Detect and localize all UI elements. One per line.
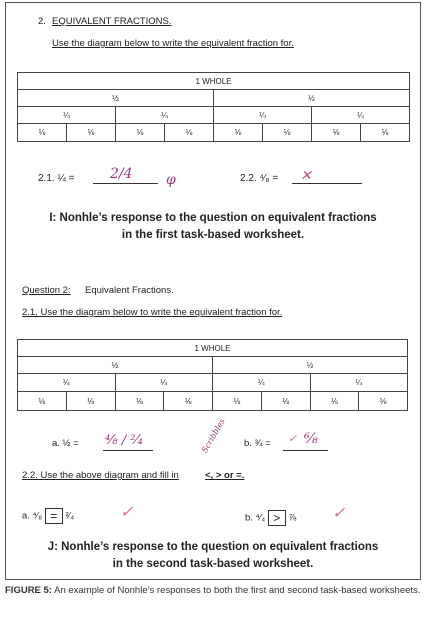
ws2-c-box: = (45, 508, 63, 524)
ws1-instruction: Use the diagram below to write the equivalent fraction for. (52, 38, 294, 49)
ws1-q2-mark: ✕ (300, 168, 312, 184)
wall1-eighth: ⅛ (67, 124, 116, 142)
ws2-fill-instruction: 2.2. Use the above diagram and fill in (22, 470, 179, 481)
wall2-quarter: ¼ (213, 374, 311, 392)
ws2-side-note: Scribbles (200, 417, 227, 455)
ws2-question-label: Question 2: (22, 285, 71, 296)
ws1-heading-number: 2. (38, 16, 46, 27)
wall2-eighth: ⅛ (18, 392, 67, 411)
wall1-quarter: ¼ (312, 107, 410, 124)
ws2-c-right: ²⁄₄ (65, 510, 75, 522)
ws2-compare-b (245, 510, 296, 526)
ws2-b-tick: ✓ (288, 432, 298, 445)
ws2-a-blank (103, 450, 153, 451)
caption-j-line1: J: Nonhle’s response to the question on equivalent fractions (47, 541, 379, 553)
ws2-b-blank (283, 450, 328, 451)
ws2-b-answer: ⁶⁄₈ (304, 431, 318, 447)
wall1-eighth: ⅛ (116, 124, 165, 142)
wall2-quarter: ¼ (310, 374, 408, 392)
wall2-half: ½ (18, 357, 213, 374)
wall1-half: ½ (18, 90, 214, 107)
ws2-d-tick: ✓ (332, 503, 346, 522)
wall1-quarter: ¼ (214, 107, 312, 124)
wall2-eighth: ⅛ (310, 392, 359, 411)
wall2-eighth: ⅛ (261, 392, 310, 411)
ws2-instruction: 2.1. Use the diagram below to write the equivalent fraction for. (22, 307, 283, 318)
wall1-quarter: ¼ (18, 107, 116, 124)
wall2-whole: 1 WHOLE (18, 340, 408, 357)
wall1-eighth: ⅛ (165, 124, 214, 142)
ws1-q2-label: 2.2. ⁴⁄₈ = (240, 173, 279, 184)
wall2-eighth: ⅛ (164, 392, 213, 411)
figure-caption (5, 585, 423, 597)
caption-i-line1: I: Nonhle’s response to the question on equivalent fractions (49, 212, 377, 224)
ws2-c-tick: ✓ (120, 502, 134, 521)
ws1-q1-label: 2.1. ¼ = (38, 173, 75, 184)
wall2-eighth: ⅛ (115, 392, 164, 411)
ws1-heading: EQUIVALENT FRACTIONS. (52, 16, 172, 27)
ws2-b-label: b. ¾ = (244, 438, 271, 449)
wall2-eighth: ⅛ (213, 392, 262, 411)
ws2-d-label: b. ⁴⁄₄ (245, 512, 266, 524)
wall1-eighth: ⅛ (361, 124, 410, 142)
caption-i-line2: in the first task-based worksheet. (121, 229, 305, 241)
wall1-eighth: ⅛ (214, 124, 263, 142)
ws1-q1-mark: φ (166, 172, 176, 188)
wall2-half: ½ (213, 357, 408, 374)
wall2-eighth: ⅛ (359, 392, 408, 411)
wall1-half: ½ (214, 90, 410, 107)
figure-text: An example of Nonhle’s responses to both the first and second task-based worksheets. (54, 585, 421, 596)
ws2-d-box: > (268, 510, 286, 526)
ws2-fill-symbols: <, > or =. (205, 470, 245, 481)
figure-label: FIGURE 5: (5, 585, 52, 596)
caption-j-line2: in the second task-based worksheet. (112, 558, 314, 570)
ws2-question-title: Equivalent Fractions. (85, 285, 174, 296)
fraction-wall-1 (17, 72, 410, 142)
wall1-whole: 1 WHOLE (18, 73, 410, 90)
wall1-eighth: ⅛ (263, 124, 312, 142)
ws1-q1-blank (93, 183, 158, 184)
wall1-quarter: ¼ (116, 107, 214, 124)
ws2-compare-a (22, 508, 74, 524)
wall1-eighth: ⅛ (18, 124, 67, 142)
ws2-c-label: a. ⁴⁄₈ (22, 510, 43, 522)
ws2-d-right: ⅞ (288, 512, 297, 524)
ws2-a-label: a. ½ = (52, 438, 79, 449)
ws2-a-answer: ⁴⁄₈ / ²⁄₄ (105, 433, 143, 448)
ws1-q1-answer: 2/4 (110, 166, 133, 182)
wall2-quarter: ¼ (115, 374, 213, 392)
fraction-wall-2 (17, 339, 408, 411)
wall1-eighth: ⅛ (312, 124, 361, 142)
wall2-quarter: ¼ (18, 374, 116, 392)
wall2-eighth: ⅛ (66, 392, 115, 411)
